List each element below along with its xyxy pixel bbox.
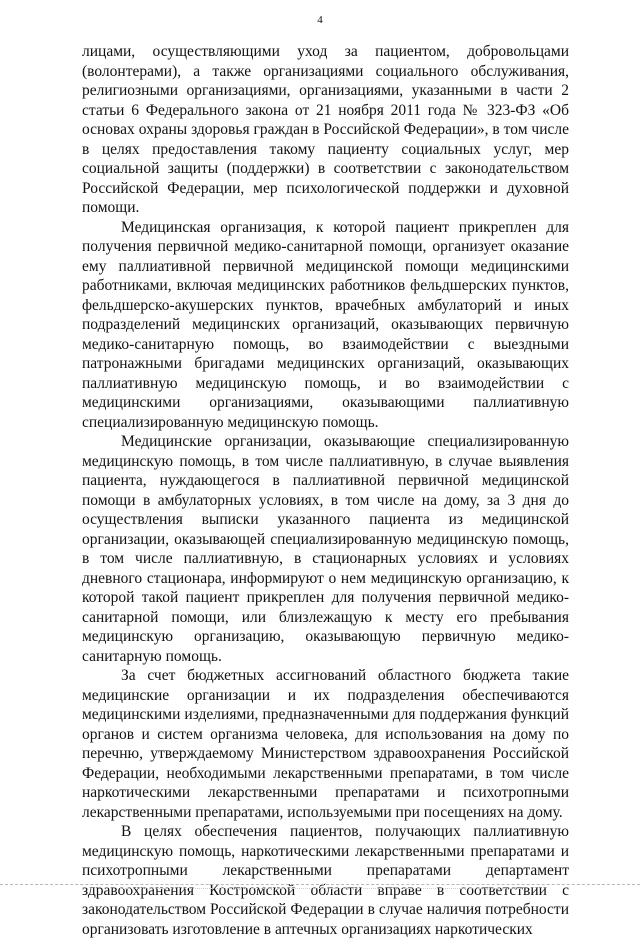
- paragraph-specialized-care: Медицинские организации, оказывающие специализированную медицинскую помощь, в том числе паллиативную, в случае выявления пациента, нуждающегося в паллиативной первичной медицинской помощи в амбулаторных условиях, в том числе на дому, за 3 дня до осуществления выписки указанного пациента из медицинской организации, оказывающей специализированную медицинскую помощь, в том числе паллиативную, в стационарных условиях и условиях дневного стационара, информируют о нем медицинскую организацию, к которой такой пациент прикреплен для получения первичной медико-санитарной помощи, или близлежащую к месту его пребывания медицинскую организацию, оказывающую первичную медико-санитарную помощь.: [82, 433, 569, 665]
- page-number: 4: [317, 14, 323, 26]
- document-body: [82, 42, 569, 939]
- scan-edge-line: [0, 884, 640, 885]
- paragraph-continuation: лицами, осуществляющими уход за пациентом, добровольцами (волонтерами), а также организациями социального обслуживания, религиозными организациями, организациями, указанными в части 2 статьи 6 Федерального закона от 21 ноября 2011 года № 323-ФЗ «Об основах охраны здоровья граждан в Российской Федерации», в том числе в целях предоставления такому пациенту социальных услуг, мер социальной защиты (поддержки) в соответствии с законодательством Российской Федерации, мер психологической поддержки и духовной помощи.: [82, 43, 569, 216]
- paragraph-primary-care: Медицинская организация, к которой пациент прикреплен для получения первичной медико-санитарной помощи, организует оказание ему паллиативной первичной медицинской помощи медицинскими работниками, включая медицинских работников фельдшерских пунктов, фельдшерско-акушерских пунктов, врачебных амбулаторий и иных подразделений медицинских организаций, оказывающих первичную медико-санитарную помощь, во взаимодействии с выездными патронажными бригадами медицинских организаций, оказывающих паллиативную медицинскую помощь, и во взаимодействии с медицинскими организациями, оказывающими паллиативную специализированную медицинскую помощь.: [82, 218, 569, 431]
- scan-edge-dots: [120, 888, 520, 889]
- paragraph-budget-funding: За счет бюджетных ассигнований областного бюджета такие медицинские организации и их подразделения обеспечиваются медицинскими изделиями, предназначенными для поддержания функций органов и систем организма человека, для использования на дому по перечню, утверждаемому Министерством здравоохранения Российской Федерации, необходимыми лекарственными препаратами, в том числе наркотическими лекарственными препаратами и психотропными лекарственными препаратами, используемыми при посещениях на дому.: [82, 667, 569, 821]
- paragraph-narcotic-drugs: В целях обеспечения пациентов, получающих паллиативную медицинскую помощь, наркотическими лекарственными препаратами и психотропными лекарственными препаратами департамент здравоохранения Костромской области вправе в соответствии с законодательством Российской Федерации в случае наличия потребности организовать изготовление в аптечных организациях наркотических: [82, 823, 569, 938]
